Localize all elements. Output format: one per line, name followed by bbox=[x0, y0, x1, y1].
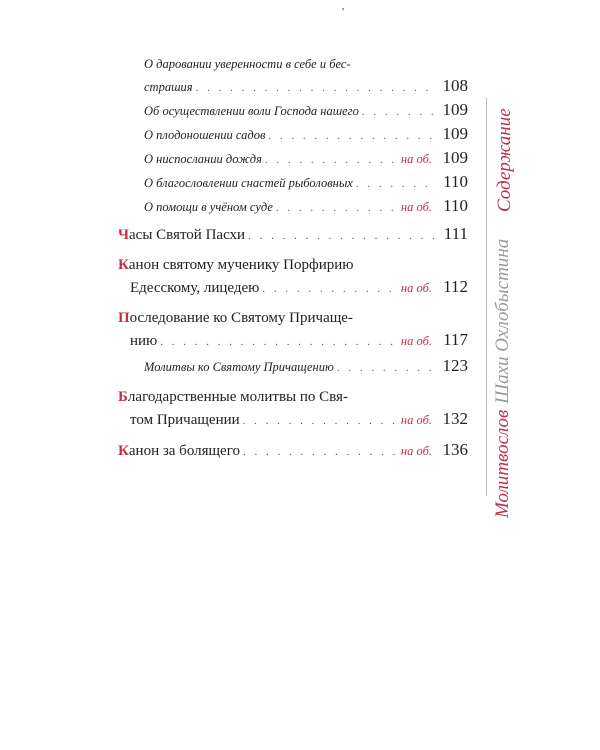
toc-page-number: 110 bbox=[443, 196, 468, 215]
toc-entry-title bbox=[118, 440, 240, 462]
toc-entry-title: О помощи в учёном суде bbox=[144, 200, 273, 214]
book-title: Молитвослов bbox=[492, 409, 513, 518]
toc-page-number: 108 bbox=[442, 76, 468, 95]
initial-capital: Ч bbox=[118, 227, 130, 243]
toc-entry-main[interactable] bbox=[118, 254, 468, 300]
toc-entry-title bbox=[118, 386, 348, 408]
toc-page-number: 112 bbox=[443, 277, 468, 296]
toc-entry-title-rest: анон за болящего bbox=[128, 443, 240, 459]
toc-page-number: 111 bbox=[443, 224, 468, 243]
toc-entry-main[interactable] bbox=[118, 307, 468, 353]
toc-entry-title-rest: асы Святой Пасхи bbox=[129, 227, 246, 243]
leader-dots bbox=[362, 102, 437, 123]
toc-entry-note: на об. bbox=[400, 200, 432, 214]
toc-page-number: 117 bbox=[443, 330, 468, 349]
leader-dots bbox=[248, 225, 437, 247]
leader-dots bbox=[196, 78, 437, 99]
initial-capital: П bbox=[118, 310, 130, 326]
toc-entry-title-rest: анон святому мученику Порфирию bbox=[128, 257, 354, 273]
toc-page-number: 132 bbox=[442, 409, 468, 428]
leader-dots bbox=[276, 198, 398, 219]
toc-entry-title-cont: страшия bbox=[144, 80, 193, 94]
toc-entry-note: на об. bbox=[400, 281, 432, 295]
toc-entry-title: О даровании уверенности в себе и бес- bbox=[144, 57, 351, 71]
toc-entry-note: на об. bbox=[400, 334, 432, 348]
table-of-contents bbox=[118, 54, 468, 463]
toc-page-number: 123 bbox=[442, 356, 468, 375]
section-title: Содержание bbox=[494, 108, 515, 212]
leader-dots bbox=[243, 410, 398, 432]
toc-entry-main[interactable] bbox=[118, 386, 468, 432]
book-author: Шахи Охлобыстина bbox=[492, 238, 513, 404]
toc-entry-title: О плодоношении садов bbox=[144, 128, 266, 142]
toc-entry-main[interactable] bbox=[118, 439, 468, 463]
toc-entry-main[interactable] bbox=[118, 223, 468, 247]
toc-entry[interactable] bbox=[118, 99, 468, 123]
toc-entry-title bbox=[118, 254, 354, 276]
leader-dots bbox=[268, 126, 437, 147]
toc-entry[interactable] bbox=[118, 147, 468, 171]
initial-capital: Б bbox=[118, 389, 128, 405]
toc-entry-title-rest: лагодарственные молитвы по Свя- bbox=[127, 389, 348, 405]
toc-entry[interactable] bbox=[118, 54, 468, 99]
toc-entry-note: на об. bbox=[400, 413, 432, 427]
margin-rule bbox=[486, 98, 487, 496]
toc-entry[interactable] bbox=[118, 171, 468, 195]
initial-capital: К bbox=[118, 257, 129, 273]
toc-entry-title: О ниспослании дождя bbox=[144, 152, 262, 166]
leader-dots bbox=[160, 331, 398, 353]
toc-entry-note: на об. bbox=[400, 152, 432, 166]
leader-dots bbox=[337, 358, 437, 379]
toc-entry-title-cont: нию bbox=[130, 333, 158, 349]
toc-entry[interactable] bbox=[118, 195, 468, 219]
print-mark bbox=[342, 8, 344, 10]
toc-entry[interactable] bbox=[118, 355, 468, 379]
toc-page-number: 109 bbox=[442, 148, 468, 167]
toc-page-number: 109 bbox=[442, 100, 468, 119]
leader-dots bbox=[262, 278, 398, 300]
leader-dots bbox=[243, 441, 398, 463]
toc-entry-note: на об. bbox=[400, 444, 432, 458]
toc-entry-title: Об осуществлении воли Господа нашего bbox=[144, 104, 359, 118]
toc-entry-title-cont: том Причащении bbox=[130, 412, 240, 428]
toc-entry-title-rest: оследование ко Святому Причаще- bbox=[129, 310, 353, 326]
leader-dots bbox=[356, 174, 437, 195]
toc-entry-title bbox=[118, 307, 353, 329]
toc-entry-title-cont: Едесскому, лицедею bbox=[130, 280, 260, 296]
toc-entry[interactable] bbox=[118, 123, 468, 147]
toc-entry-title bbox=[118, 224, 245, 246]
toc-page-number: 110 bbox=[443, 172, 468, 191]
toc-page-number: 136 bbox=[442, 440, 468, 459]
initial-capital: К bbox=[118, 443, 129, 459]
leader-dots bbox=[265, 150, 398, 171]
toc-entry-title: Молитвы ко Святому Причащению bbox=[144, 360, 334, 374]
toc-entry-title: О благословлении снастей рыболовных bbox=[144, 176, 353, 190]
toc-page-number: 109 bbox=[442, 124, 468, 143]
